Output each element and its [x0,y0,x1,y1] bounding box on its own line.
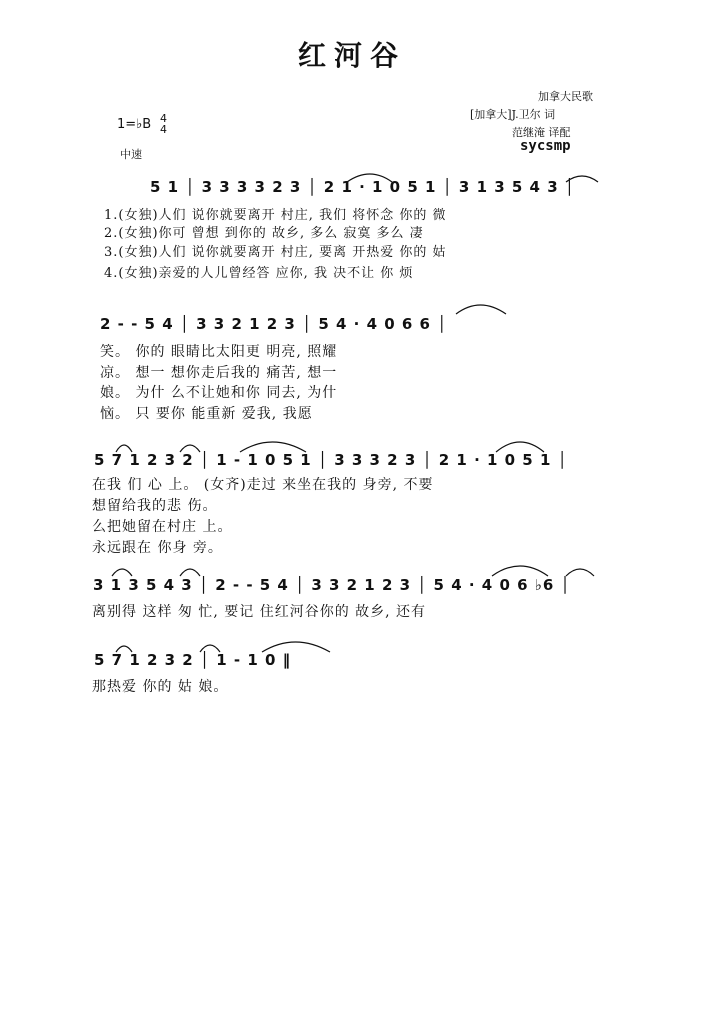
notation-line-1: 5 1 │ 3 3 3 3 2 3 │ 2 1 · 1 0 5 1 │ 3 1 3 5 4 3 │ [150,178,575,196]
lyric-3-verse-3: 么把她留在村庄 上。 [92,519,233,535]
time-signature-bottom: 4 [160,123,167,136]
lyric-1-verse-3: 3.(女独)人们 说你就要离开 村庄, 要离 开热爱 你的 姑 [104,245,447,260]
notation-line-3: 5 7 1 2 3 2 │ 1 - 1 0 5 1 │ 3 3 3 2 3 │ 2 1 · 1 0 5 1 │ [94,451,568,469]
lyric-3-verse-2: 想留给我的悲 伤。 [92,498,218,514]
song-title: 红河谷 [298,39,407,72]
lyric-2-verse-3: 娘。 为什 么不让她和你 同去, 为什 [100,385,338,401]
lyric-3-verse-4: 永远跟在 你身 旁。 [92,540,223,556]
lyric-3-verse-1: 在我 们 心 上。 (女齐)走过 来坐在我的 身旁, 不要 [92,477,434,493]
origin-credit: 加拿大民歌 [538,90,593,103]
lyric-2-verse-2: 凉。 想一 想你走后我的 痛苦, 想一 [100,365,338,381]
lyric-2-verse-1: 笑。 你的 眼睛比太阳更 明亮, 照耀 [100,344,338,360]
notation-line-4: 3 1 3 5 4 3 │ 2 - - 5 4 │ 3 3 2 1 2 3 │ 5 4 · 4 0 6 ♭6 │ [93,576,571,594]
tempo-marking: 中速 [120,148,142,161]
lyric-1-verse-2: 2.(女独)你可 曾想 到你的 故乡, 多么 寂寞 多么 凄 [104,226,424,241]
lyric-2-verse-4: 恼。 只 要你 能重新 爱我, 我愿 [100,406,313,422]
signature-watermark: sycsmp [520,138,571,154]
lyric-1-verse-1: 1.(女独)人们 说你就要离开 村庄, 我们 将怀念 你的 微 [104,208,447,223]
notation-line-2: 2 - - 5 4 │ 3 3 2 1 2 3 │ 5 4 · 4 0 6 6 │ [100,315,448,333]
lyric-1-verse-4: 4.(女独)亲爱的人儿曾经答 应你, 我 决不让 你 烦 [104,266,414,281]
lyric-4-verse-1: 离别得 这样 匆 忙, 要记 住红河谷你的 故乡, 还有 [92,604,427,620]
lyricist-credit: [加拿大]J.卫尔 词 [470,108,556,121]
lyric-5-verse-1: 那热爱 你的 姑 娘。 [92,679,229,695]
key-signature: 1=♭B [117,117,152,132]
arranger-credit: 范继淹 译配 [512,126,571,139]
notation-line-5: 5 7 1 2 3 2 │ 1 - 1 0 ‖ [94,651,292,669]
time-signature-top: 4 [160,112,167,125]
